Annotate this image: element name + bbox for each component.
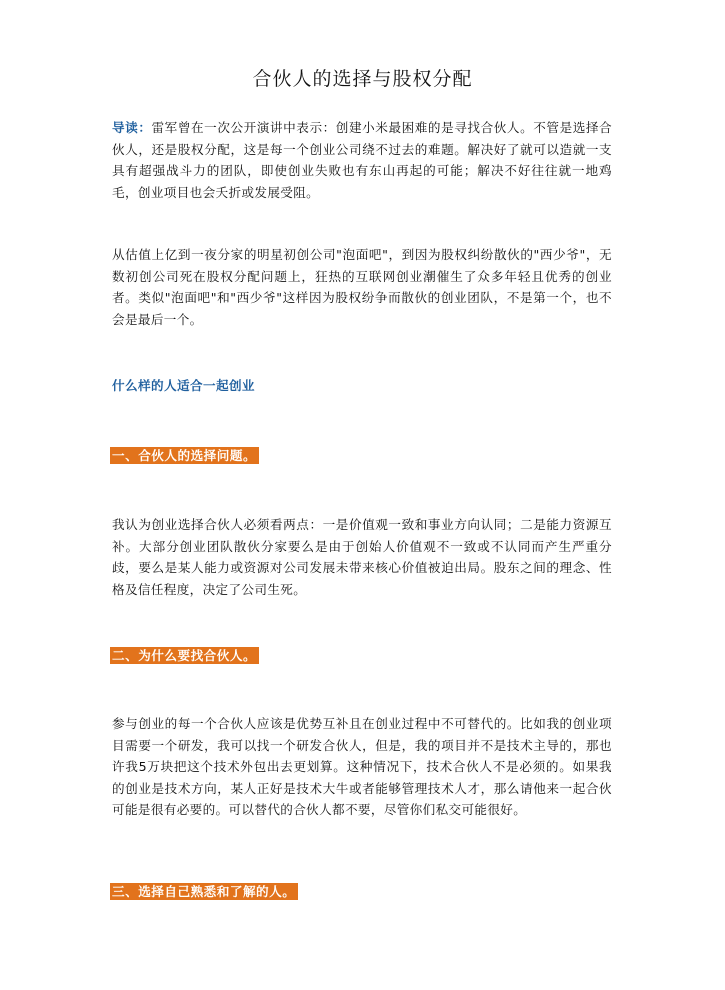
section-3-heading: 三、选择自己熟悉和了解的人。 [110,883,298,900]
section-2-body: 参与创业的每一个合伙人应该是优势互补且在创业过程中不可替代的。比如我的创业项目需要一个研发，我可以找一个研发合伙人，但是，我的项目并不是技术主导的，那也许我5万块把这个技术外包出去更划算。这种情况下，技术合伙人不是必须的。如果我的创业是技术方向，某人正好是技术大牛或者能够管理技术人才，那么请他来一起合伙可能是很有必要的。可以替代的合伙人都不要，尽管你们私交可能很好。 [112,716,612,817]
section-2-heading: 二、为什么要找合伙人。 [110,647,259,664]
paragraph-1: 从估值上亿到一夜分家的明星初创公司"泡面吧"，到因为股权纠纷散伙的"西少爷"，无数初创公司死在股权分配问题上，狂热的互联网创业潮催生了众多年轻且优秀的创业者。类似"泡面吧"和"西少爷"这样因为股权纷争而散伙的创业团队，不是第一个，也不会是最后一个。 [112,247,612,327]
intro-paragraph [112,117,612,203]
intro-text: 雷军曾在一次公开演讲中表示：创建小米最困难的是寻找合伙人。不管是选择合伙人，还是股权分配，这是每一个创业公司绕不过去的难题。解决好了就可以造就一支具有超强战斗力的团队，即使创业失败也有东山再起的可能；解决不好往往就一地鸡毛，创业项目也会夭折或发展受阻。 [112,120,612,200]
section-1-body: 我认为创业选择合伙人必须看两点：一是价值观一致和事业方向认同；二是能力资源互补。大部分创业团队散伙分家要么是由于创始人价值观不一致或不认同而产生严重分歧，要么是某人能力或资源对公司发展未带来核心价值被迫出局。股东之间的理念、性格及信任程度，决定了公司生死。 [112,517,612,597]
subheading: 什么样的人适合一起创业 [112,378,255,393]
document-title: 合伙人的选择与股权分配 [252,68,473,90]
section-1-heading: 一、合伙人的选择问题。 [110,447,259,464]
intro-label: 导读： [112,120,152,135]
